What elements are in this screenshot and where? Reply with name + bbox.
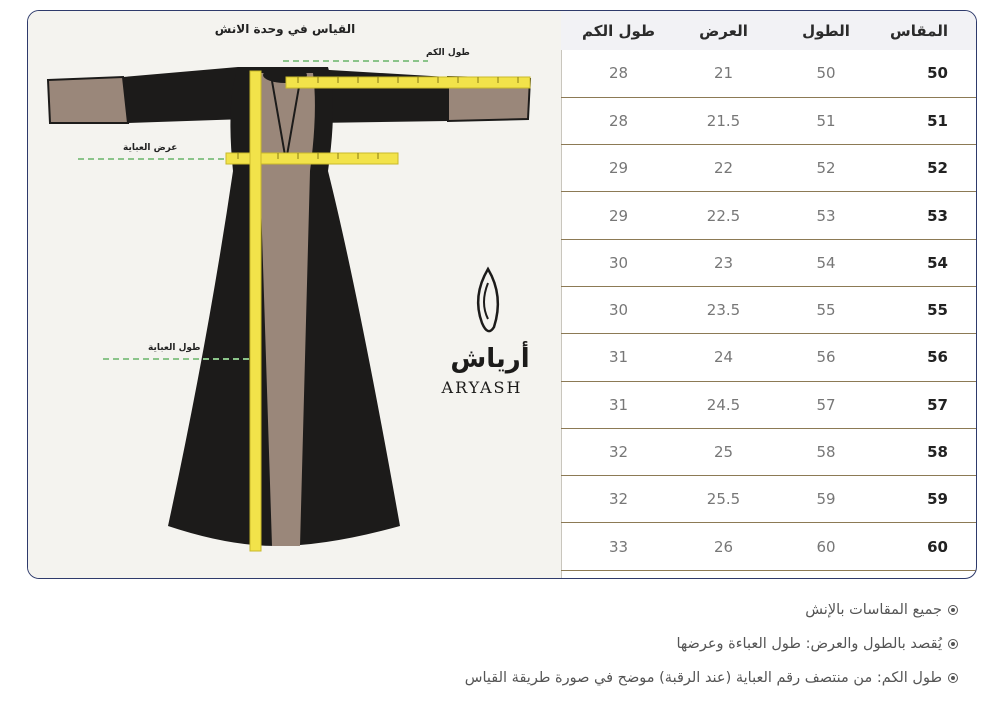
cell-sleeve: 31: [608, 395, 629, 414]
size-table: [561, 11, 976, 571]
cell-size: 51: [927, 111, 948, 130]
note-text: جميع المقاسات بالإنش: [805, 602, 942, 618]
table-row: [561, 286, 976, 333]
cell-length: 56: [816, 348, 836, 367]
table-row: [561, 334, 976, 381]
cell-size: 50: [927, 64, 948, 83]
list-item: [465, 600, 958, 634]
list-item: [465, 668, 958, 702]
cell-width: 22: [713, 159, 734, 178]
cell-size: 58: [927, 443, 948, 462]
cell-sleeve: 30: [608, 301, 629, 320]
cell-width: 22.5: [706, 206, 741, 225]
table-row: [561, 428, 976, 475]
cell-size: 54: [927, 253, 948, 272]
header-width: العرض: [699, 21, 748, 40]
cell-width: 21.5: [706, 111, 741, 130]
cell-sleeve: 33: [608, 537, 629, 556]
logo-latin-text: ARYASH: [441, 378, 523, 397]
list-item: [465, 634, 958, 668]
sleeve-tape: [286, 77, 530, 88]
cell-size: 53: [927, 206, 948, 225]
cell-length: 50: [816, 64, 836, 83]
table-row: [561, 239, 976, 286]
cell-length: 54: [816, 253, 836, 272]
size-guide-card: [27, 10, 977, 579]
header-sleeve: طول الكم: [581, 21, 656, 40]
cell-width: 24.5: [706, 395, 741, 414]
cell-length: 59: [816, 490, 836, 509]
cell-size: 57: [927, 395, 948, 414]
width-label: عرض العباية: [123, 143, 178, 153]
table-row: [561, 523, 976, 570]
table-row: [561, 192, 976, 239]
cell-width: 26: [713, 537, 734, 556]
cell-size: 56: [927, 348, 948, 367]
header-length: الطول: [802, 21, 850, 40]
left-sleeve: [48, 67, 246, 123]
cell-size: 59: [927, 490, 948, 509]
cell-width: 23: [713, 253, 734, 272]
cell-width: 25.5: [706, 490, 741, 509]
length-label: طول العباية: [148, 343, 201, 353]
cell-length: 53: [816, 206, 836, 225]
measurement-illustration: [28, 11, 562, 578]
cell-length: 60: [816, 537, 836, 556]
cell-sleeve: 32: [608, 443, 629, 462]
header-size: المقاس: [890, 21, 948, 40]
abaya-drawing: [28, 11, 561, 578]
cell-size: 52: [927, 159, 948, 178]
table-row: [561, 381, 976, 428]
cell-sleeve: 29: [608, 159, 629, 178]
logo-arabic-text: أرياش: [450, 344, 530, 374]
length-tape: [250, 71, 261, 551]
circle-bullet-icon: [948, 639, 958, 649]
cell-length: 52: [816, 159, 836, 178]
illustration-title: القياس في وحدة الانش: [214, 22, 356, 36]
cell-sleeve: 28: [608, 111, 629, 130]
cell-width: 24: [713, 348, 734, 367]
table-header-row: [561, 11, 976, 50]
table-row: [561, 145, 976, 192]
size-table-panel: [561, 11, 976, 578]
cell-length: 58: [816, 443, 836, 462]
cell-sleeve: 30: [608, 253, 629, 272]
aryash-logo: [441, 269, 530, 397]
cell-sleeve: 29: [608, 206, 629, 225]
cell-sleeve: 28: [608, 64, 629, 83]
cell-size: 60: [927, 537, 948, 556]
cell-sleeve: 32: [608, 490, 629, 509]
cell-width: 21: [713, 64, 734, 83]
sleeve-label: طول الكم: [426, 48, 470, 58]
cell-sleeve: 31: [608, 348, 629, 367]
circle-bullet-icon: [948, 673, 958, 683]
note-text: يُقصد بالطول والعرض: طول العباءة وعرضها: [676, 636, 942, 652]
circle-bullet-icon: [948, 605, 958, 615]
cell-length: 55: [816, 301, 836, 320]
table-row: [561, 476, 976, 523]
table-row: [561, 50, 976, 97]
cell-width: 25: [713, 443, 734, 462]
cell-length: 57: [816, 395, 836, 414]
cell-size: 55: [927, 301, 948, 320]
cell-length: 51: [816, 111, 836, 130]
cell-width: 23.5: [706, 301, 741, 320]
size-notes: [465, 600, 958, 702]
table-row: [561, 97, 976, 144]
note-text: طول الكم: من منتصف رقم العباية (عند الرقبة) موضح في صورة طريقة القياس: [464, 670, 942, 686]
